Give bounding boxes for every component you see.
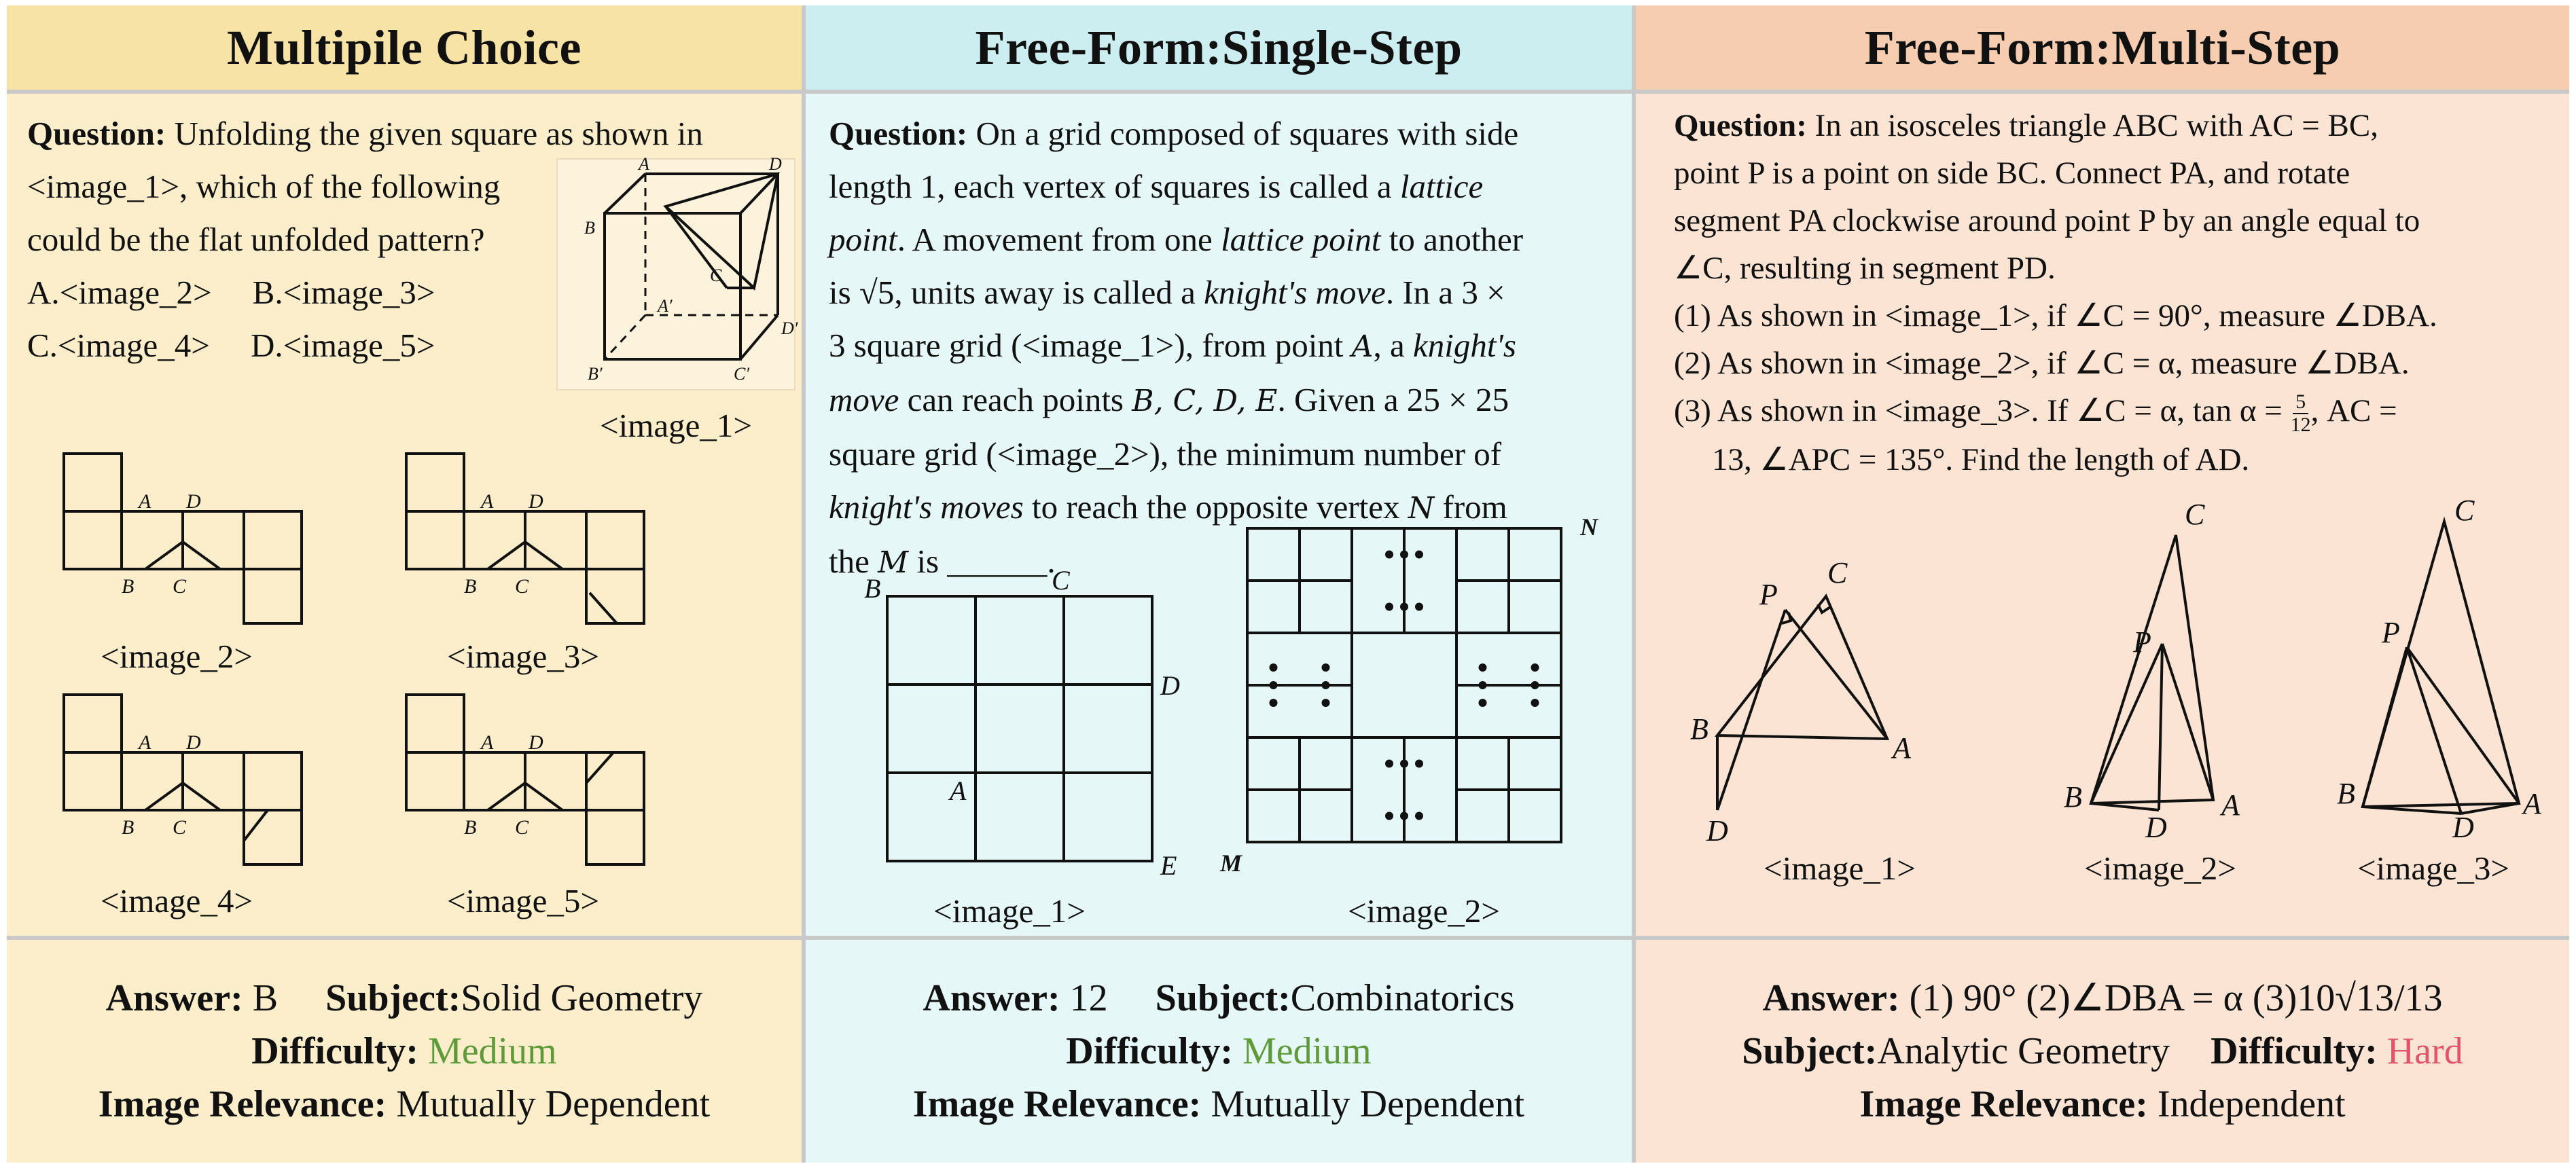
point-label: B — [1690, 712, 1709, 746]
question-line: In an isosceles triangle ABC with AC = BC, — [1814, 108, 2378, 143]
term: knight's moves — [829, 488, 1024, 526]
ellipsis-dot — [1531, 663, 1539, 672]
question-line: (2) As shown in <image_2>, if ∠C = α, measure ∠DBA. — [1674, 346, 2410, 381]
ellipsis-dot — [1322, 699, 1330, 707]
question-line: can reach points — [899, 381, 1132, 418]
point-label: M — [1220, 850, 1242, 877]
question-line: is √5, units away is called a — [829, 274, 1204, 311]
question-label: Question: — [27, 115, 166, 152]
image-caption: <image_3> — [2357, 850, 2509, 887]
question-line: segment PA clockwise around point P by an angle equal to — [1674, 203, 2420, 238]
question-line: Unfolding the given square as shown in — [174, 115, 703, 152]
answer-footer — [7, 940, 802, 1163]
grid-diagram — [860, 565, 1180, 881]
answer-label: Answer: — [1762, 977, 1900, 1019]
question-line: to another — [1380, 221, 1524, 258]
question-line: 13, ∠APC = 135°. Find the length of AD. — [1712, 442, 2250, 478]
ellipsis-dot — [1415, 603, 1423, 611]
question-line: . In a 3 × — [1385, 274, 1505, 311]
difficulty-label: Difficulty: — [251, 1030, 418, 1072]
question-text — [1674, 102, 2557, 483]
point-label: A — [2523, 787, 2541, 820]
relevance-label: Image Relevance: — [98, 1083, 387, 1125]
answer-row — [106, 972, 703, 1025]
point-label: C — [1827, 556, 1848, 589]
ellipsis-dot — [1415, 551, 1423, 559]
question-line: the — [829, 543, 878, 580]
vertex-label: B — [122, 816, 135, 839]
subject-value: Analytic Geometry — [1877, 1030, 2170, 1072]
vertex-label: D — [769, 154, 782, 174]
question-line: . A movement from one — [897, 221, 1221, 258]
subject-difficulty-row — [1742, 1025, 2463, 1078]
ellipsis-dot — [1479, 663, 1487, 672]
option: C.<image_4> — [27, 327, 210, 364]
triangle-diagram — [2322, 494, 2566, 844]
point-label: A — [1893, 731, 1911, 765]
vertex-label: B′ — [588, 364, 603, 384]
column-header: Free-Form:Multi-Step — [1636, 5, 2569, 90]
fraction-numerator: 5 — [2293, 391, 2308, 414]
answer-value: 12 — [1069, 977, 1108, 1019]
figure-panel — [7, 5, 2569, 1163]
difficulty-row — [1066, 1025, 1371, 1078]
image-caption: <image_2> — [1348, 892, 1500, 930]
ellipsis-dot — [1531, 681, 1539, 689]
question-line: <image_1>, which of the following — [27, 168, 501, 205]
question-line: square grid (<image_2>), the minimum number of — [829, 435, 1502, 473]
question-line: ∠C, resulting in segment PD. — [1674, 251, 2056, 286]
difficulty-label: Difficulty: — [1066, 1030, 1233, 1072]
option: A.<image_2> — [27, 274, 212, 311]
point-label: C — [2185, 498, 2205, 531]
term: lattice point — [1221, 221, 1381, 258]
vertex-label: D — [529, 731, 543, 754]
point-label: A — [2221, 788, 2240, 822]
point-label: D — [2452, 811, 2474, 844]
image-caption: <image_1> — [600, 407, 752, 444]
vertex-label: A′ — [658, 296, 673, 316]
term: move — [829, 381, 899, 418]
question-line: . Given a 25 × 25 — [1277, 381, 1509, 418]
difficulty-value: Medium — [1242, 1030, 1372, 1072]
vertex-label: A — [139, 490, 151, 513]
ellipsis-dot — [1415, 760, 1423, 768]
question-line: , a — [1373, 327, 1413, 364]
math: A — [1351, 329, 1374, 364]
question-label: Question: — [1674, 108, 1807, 143]
subject-label: Subject: — [1155, 977, 1291, 1019]
answer-footer — [806, 940, 1632, 1163]
single-step-column — [806, 5, 1632, 1163]
cube-diagram — [557, 154, 798, 390]
ellipsis-dot — [1400, 551, 1408, 559]
ellipsis-dot — [1385, 551, 1393, 559]
fraction — [2291, 391, 2311, 436]
ellipsis-dot — [1400, 812, 1408, 820]
difficulty-value: Medium — [427, 1030, 557, 1072]
fraction-denominator: 12 — [2290, 414, 2311, 437]
vertex-label: B — [464, 575, 477, 598]
question-line: (3) As shown in <image_3>. If ∠C = α, tan α = — [1674, 393, 2291, 428]
question-label: Question: — [829, 115, 968, 152]
vertex-label: C — [173, 575, 187, 598]
vertex-label: D — [186, 490, 201, 513]
relevance-value: Independent — [2157, 1083, 2346, 1125]
answer-label: Answer: — [923, 977, 1060, 1019]
column-header: Multipile Choice — [7, 5, 802, 90]
ellipsis-dot — [1479, 699, 1487, 707]
image-caption: <image_3> — [447, 638, 599, 675]
difficulty-value: Hard — [2386, 1030, 2463, 1072]
point-label: B — [2064, 780, 2082, 814]
ellipsis-dot — [1270, 699, 1278, 707]
vertex-label: D′ — [781, 318, 798, 338]
vertex-label: A — [481, 490, 494, 513]
vertex-label: D — [529, 490, 543, 513]
ellipsis-dot — [1479, 681, 1487, 689]
question-line: from — [1434, 488, 1507, 526]
ellipsis-dot — [1385, 760, 1393, 768]
relevance-row — [1859, 1078, 2345, 1131]
vertex-label: C — [515, 575, 529, 598]
question-line: is ______. — [908, 543, 1056, 580]
point-label: P — [1759, 578, 1778, 611]
ellipsis-dot — [1385, 812, 1393, 820]
point-label: A — [950, 775, 967, 806]
ellipsis-dot — [1270, 663, 1278, 672]
ellipsis-dot — [1415, 812, 1423, 820]
vertex-label: B — [464, 816, 477, 839]
question-line: On a grid composed of squares with side — [976, 115, 1519, 152]
ellipsis-dot — [1270, 681, 1278, 689]
image-caption: <image_2> — [101, 638, 253, 675]
question-line: (1) As shown in <image_1>, if ∠C = 90°, measure ∠DBA. — [1674, 298, 2437, 333]
subject-label: Subject: — [1742, 1030, 1878, 1072]
question-line: point P is a point on side BC. Connect PA, and rotate — [1674, 156, 2350, 191]
subject-value: Solid Geometry — [461, 977, 703, 1019]
point-label: B — [864, 573, 881, 604]
difficulty-label: Difficulty: — [2211, 1030, 2378, 1072]
math: N — [1408, 491, 1435, 526]
image-caption: <image_4> — [101, 882, 253, 919]
ellipsis-dot — [1400, 603, 1408, 611]
question-area — [1636, 94, 2569, 936]
math: B, C, D, E — [1132, 384, 1278, 418]
option: D.<image_5> — [250, 327, 435, 364]
question-area — [7, 94, 802, 936]
term: knight's — [1412, 327, 1516, 364]
math: M — [878, 545, 909, 580]
relevance-row — [913, 1078, 1524, 1131]
vertex-label: B — [584, 218, 595, 238]
vertex-label: B — [122, 575, 135, 598]
vertex-label: A — [639, 154, 649, 174]
ellipsis-dot — [1385, 603, 1393, 611]
point-label: B — [2337, 777, 2355, 810]
answer-value: B — [252, 977, 279, 1019]
point-label: N — [1580, 513, 1598, 541]
relevance-value: Mutually Dependent — [1211, 1083, 1525, 1125]
vertex-label: C′ — [734, 364, 750, 384]
grid-diagram — [1220, 515, 1600, 875]
point-label: D — [1706, 814, 1728, 847]
relevance-label: Image Relevance: — [1859, 1083, 2148, 1125]
point-label: C — [2454, 494, 2475, 527]
column-header: Free-Form:Single-Step — [806, 5, 1632, 90]
multiple-choice-column — [7, 5, 802, 1163]
point-label: D — [2145, 811, 2167, 844]
ellipsis-dot — [1400, 760, 1408, 768]
question-line: could be the flat unfolded pattern? — [27, 221, 485, 258]
vertex-label: D — [186, 731, 201, 754]
term: knight's move — [1204, 274, 1386, 311]
vertex-label: A — [139, 731, 151, 754]
answer-row — [923, 972, 1514, 1025]
subject-label: Subject: — [325, 977, 461, 1019]
question-line: , AC = — [2310, 393, 2397, 428]
ellipsis-dot — [1531, 699, 1539, 707]
vertex-label: C — [173, 816, 187, 839]
relevance-label: Image Relevance: — [912, 1083, 1202, 1125]
relevance-value: Mutually Dependent — [396, 1083, 711, 1125]
question-line: length 1, each vertex of squares is called a — [829, 168, 1400, 205]
point-label: P — [2382, 616, 2400, 649]
ellipsis-dot — [1322, 681, 1330, 689]
term: lattice — [1399, 168, 1484, 205]
answer-row — [1762, 972, 2442, 1025]
relevance-row — [99, 1078, 710, 1131]
image-caption: <image_1> — [1764, 850, 1916, 887]
triangle-diagram — [1677, 542, 1989, 847]
image-caption: <image_5> — [447, 882, 599, 919]
point-label: P — [2133, 625, 2151, 659]
vertex-label: C — [515, 816, 529, 839]
question-line: to reach the opposite vertex — [1023, 488, 1408, 526]
point-label: D — [1160, 670, 1180, 701]
vertex-label: A — [481, 731, 494, 754]
answer-value: (1) 90° (2)∠DBA = α (3)10√13/13 — [1909, 977, 2443, 1019]
question-line: 3 square grid (<image_1>), from point — [829, 327, 1352, 364]
ellipsis-dot — [1322, 663, 1330, 672]
option: B.<image_3> — [252, 274, 435, 311]
point-label: C — [1052, 565, 1070, 596]
subject-value: Combinatorics — [1290, 977, 1515, 1019]
term: point — [829, 221, 897, 258]
image-caption: <image_2> — [2084, 850, 2236, 887]
answer-footer — [1636, 940, 2569, 1163]
image-caption: <image_1> — [933, 892, 1086, 930]
multi-step-column — [1636, 5, 2569, 1163]
difficulty-row — [251, 1025, 556, 1078]
question-area — [806, 94, 1632, 936]
point-label: E — [1160, 850, 1177, 881]
triangle-diagram — [2043, 498, 2288, 844]
vertex-label: C — [710, 266, 722, 285]
answer-label: Answer: — [105, 977, 243, 1019]
